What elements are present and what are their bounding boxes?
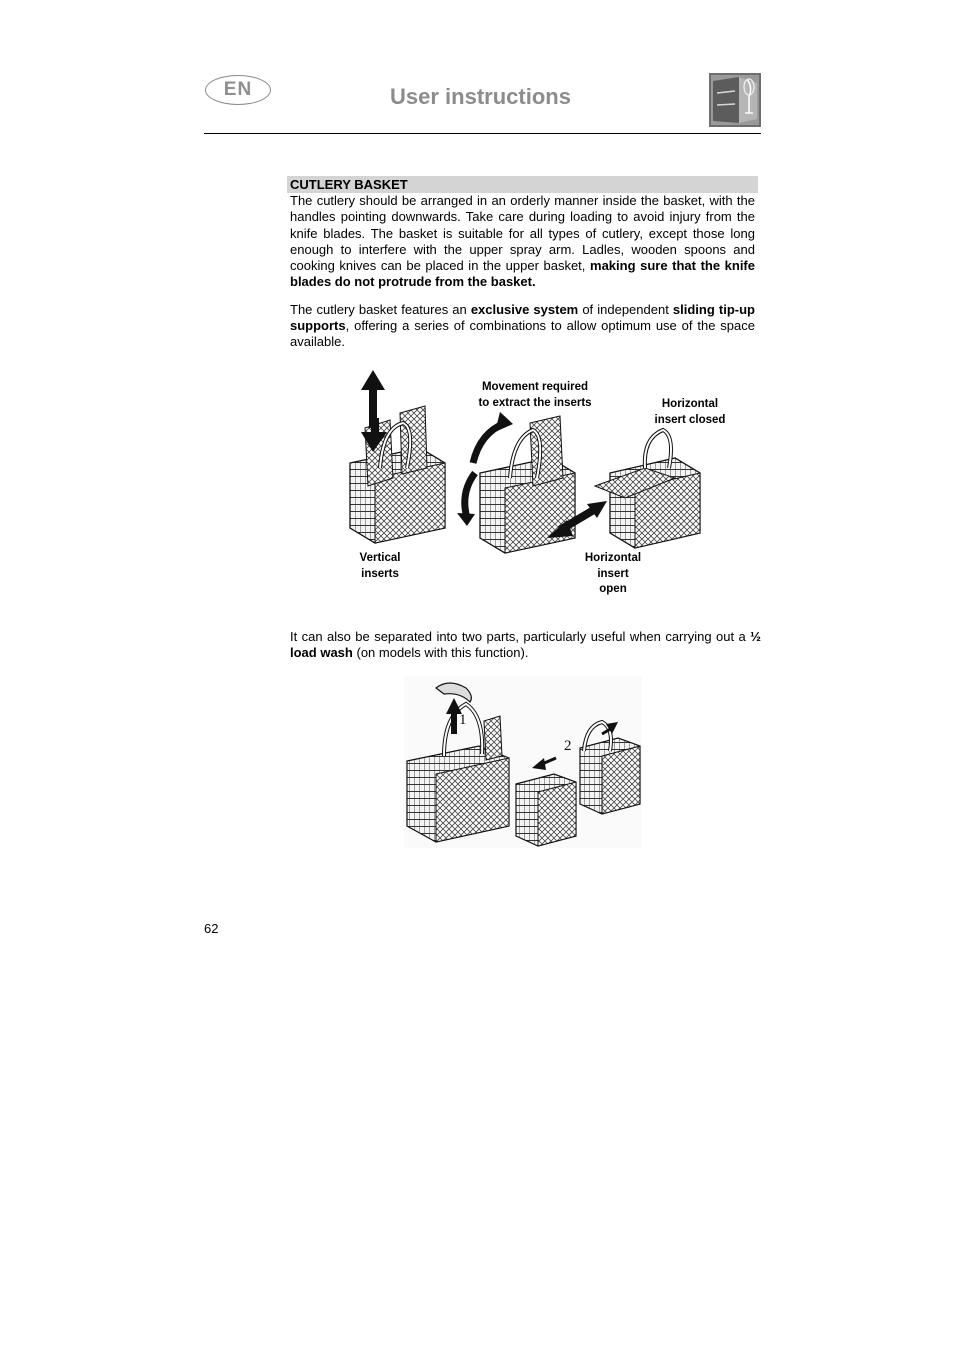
dishwasher-thumbnail-icon [709,73,761,127]
paragraph-system-text-a: The cutlery basket features an [290,301,467,317]
language-badge [205,75,271,105]
paragraph-system-bold-1: exclusive system [470,301,579,317]
half-basket-left [516,774,576,846]
label-hclosed-line-1: Horizontal [661,398,719,410]
header-divider [204,133,761,134]
paragraph-loading [287,193,758,291]
label-horizontal-closed [635,397,745,428]
label-hopen-line-2: insert [597,567,629,580]
paragraph-system-text-c: , offering a series of combinations to allow optimum use of the space available. [290,318,755,350]
paragraph-system-bold-2: sliding tip-up supports [290,301,755,334]
label-movement-line-1: Movement required [481,381,589,393]
step-1-number: 1 [459,712,467,728]
section-title: CUTLERY BASKET [287,176,758,193]
paragraph-system [287,302,758,351]
paragraph-loading-text: The cutlery should be arranged in an orderly manner inside the basket, with the handles pointing downwards. Take care during loading to avoid injury from the knife blades. The basket is suitable for all types of cutlery, except those long enough to interfere with the upper spray arm. Ladles, wooden spoons and cooking knives can be placed in the upper basket, [290,193,755,274]
label-hclosed-line-2: insert closed [654,413,726,426]
paragraph-half-load-bold: ½ load wash [290,629,761,661]
paragraph-loading-bold: making sure that the knife blades do not protrude from the basket. [290,258,755,290]
paragraph-half-load-text-a: It can also be separated into two parts, particularly useful when carrying out a [290,629,746,644]
label-horizontal-open [573,551,653,598]
basket-separation-figure [404,676,642,848]
basket-configurations-figure [345,368,745,608]
paragraph-system-text-b: of independent [582,301,669,317]
page-number: 62 [204,921,219,936]
label-vertical-line-1: Vertical [359,552,401,564]
cutlery-basket-section [287,176,758,351]
label-hopen-line-3: open [599,583,627,595]
step-2-number: 2 [564,738,572,754]
label-movement-required [450,380,620,411]
label-hopen-line-1: Horizontal [584,552,642,564]
label-movement-line-2: to extract the inserts [478,396,592,409]
basket-vertical-inserts [350,406,445,543]
label-vertical-line-2: inserts [361,567,399,580]
label-vertical-inserts [345,551,415,582]
paragraph-half-load-text-b: (on models with this function). [356,645,529,661]
paragraph-half-load [287,629,764,662]
basket-horizontal-insert [595,430,700,548]
basket-separation-illustration [404,676,642,848]
page-title: User instructions [390,84,571,109]
language-code: EN [223,79,253,100]
